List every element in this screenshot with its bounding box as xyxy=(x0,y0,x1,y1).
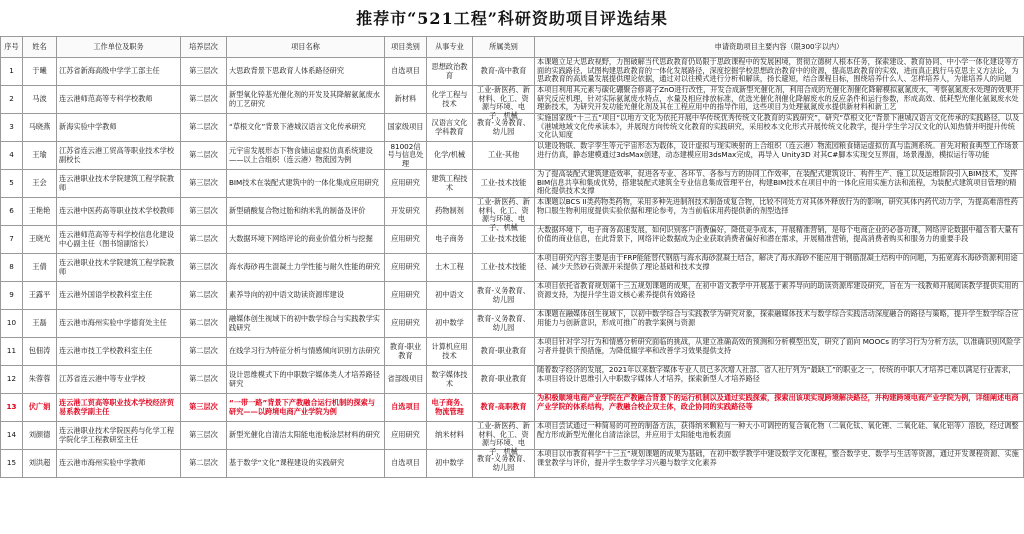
header-name: 姓名 xyxy=(23,37,57,58)
cell-no[interactable] xyxy=(1,114,23,142)
cell-name-text: 王露平 xyxy=(28,290,51,300)
cell-type[interactable] xyxy=(385,450,427,478)
cell-major[interactable] xyxy=(427,254,473,282)
cell-name-text: 包佃涛 xyxy=(28,346,51,356)
cell-name[interactable] xyxy=(23,422,57,450)
cell-category[interactable] xyxy=(473,282,535,310)
cell-type-text: 81002信号与信息处理 xyxy=(387,141,424,168)
cell-name[interactable] xyxy=(23,310,57,338)
cell-no[interactable] xyxy=(1,282,23,310)
cell-content-text: 大数据环境下，电子商务高速发展，如何识别客户消费偏好，降低竞争成本，开展精准营销，是每个电商企业的必备功课，网络评论数据中蕴含着大量有价值的商业信息，在此背景下，网络评论数据成为企业获取消费者偏好和潜在需求，开展精准营销，提高消费者购买和服务力的重要手段 xyxy=(537,225,1019,243)
cell-category[interactable] xyxy=(473,394,535,422)
table-row[interactable] xyxy=(1,58,1024,86)
cell-major[interactable] xyxy=(427,86,473,114)
cell-major[interactable] xyxy=(427,170,473,198)
cell-unit-text: 连云港中医药高等职业技术学校教师 xyxy=(59,206,175,216)
cell-type[interactable] xyxy=(385,394,427,422)
cell-no-text: 11 xyxy=(6,346,17,356)
cell-unit-text: 连云港外国语学校教科室主任 xyxy=(59,290,153,300)
cell-major-text: 初中语文 xyxy=(435,290,464,300)
cell-unit[interactable] xyxy=(57,310,181,338)
cell-content-text: 本课题在融媒体创生视域下，以初中数学综合与实践教学为研究对象，探索融媒体技术与数学综合实践活动深度融合的路径与策略，提升学生数学综合应用能力与创新意识，形成可推广的教学案例与资源 xyxy=(537,309,1019,327)
cell-content[interactable] xyxy=(535,86,1024,114)
cell-type-text: 自选项目 xyxy=(391,458,420,468)
cell-level[interactable] xyxy=(181,198,227,226)
cell-major-text: 化学工程与技术 xyxy=(431,89,468,108)
cell-level[interactable] xyxy=(181,226,227,254)
cell-project-text: 在线学习行为特征分析与情感倾向识别方法研究 xyxy=(229,346,380,356)
cell-project[interactable] xyxy=(227,170,385,198)
cell-project[interactable] xyxy=(227,142,385,170)
cell-no[interactable] xyxy=(1,422,23,450)
cell-level-text: 第二层次 xyxy=(189,374,218,384)
cell-project[interactable] xyxy=(227,254,385,282)
cell-type[interactable] xyxy=(385,282,427,310)
cell-level-text: 第二层次 xyxy=(189,290,218,300)
table-row[interactable] xyxy=(1,310,1024,338)
cell-content[interactable] xyxy=(535,422,1024,450)
cell-category[interactable] xyxy=(473,85,535,120)
cell-major-text: 纳米材料 xyxy=(435,430,464,440)
cell-unit-text: 江苏省连云港工贸高等职业技术学校副校长 xyxy=(59,145,175,164)
cell-unit[interactable] xyxy=(57,338,181,366)
cell-major-text: 电子商务、物流管理 xyxy=(431,397,468,416)
cell-type[interactable] xyxy=(385,310,427,338)
cell-type[interactable] xyxy=(385,142,427,170)
cell-category-text: 教育-职业教育 xyxy=(480,346,527,356)
cell-type-text: 应用研究 xyxy=(391,318,420,328)
table-row[interactable] xyxy=(1,338,1024,366)
cell-major[interactable] xyxy=(427,366,473,394)
cell-level[interactable] xyxy=(181,366,227,394)
cell-content[interactable] xyxy=(535,338,1024,366)
cell-type-text: 开发研究 xyxy=(391,206,420,216)
cell-project-text: BIM技术在装配式建筑中的一体化集成应用研究 xyxy=(229,178,379,188)
cell-content-text: 随着数字经济的发展，2021年以来数字媒体专业人员已多次增人社部、省人社厅列为“最缺工”的职业之一，传统的中职人才培养已难以满足行业需求，本项目将设计思维引入中职数字媒体人才培养，探索新型人才培养路径 xyxy=(537,365,1016,383)
cell-category-text: 工业-新医药、新材料、化工、资源与环境、电子、机械 xyxy=(477,197,530,232)
cell-major-text: 建筑工程技术 xyxy=(431,173,468,192)
cell-category-text: 教育-义务教育、幼儿园 xyxy=(477,117,530,136)
cell-major-text: 初中数学 xyxy=(435,458,464,468)
cell-name-text: 王晓光 xyxy=(28,234,51,244)
cell-project-text: 素养导向的初中语文助读资源库建设 xyxy=(229,290,345,300)
cell-name[interactable] xyxy=(23,86,57,114)
cell-project[interactable] xyxy=(227,198,385,226)
cell-unit-text: 连云港市海州实验中学德育处主任 xyxy=(59,318,167,328)
cell-level[interactable] xyxy=(181,142,227,170)
cell-content[interactable] xyxy=(535,170,1024,198)
cell-type-text: 应用研究 xyxy=(391,430,420,440)
cell-unit-text: 连云港师范高等专科学校信息化建设中心副主任（图书馆副馆长） xyxy=(59,229,175,248)
cell-project-text: 大数据环境下网络评论的商业价值分析与挖掘 xyxy=(229,234,373,244)
cell-category[interactable] xyxy=(473,58,535,86)
cell-project[interactable] xyxy=(227,114,385,142)
cell-major[interactable] xyxy=(427,310,473,338)
cell-category-text: 教育-高职教育 xyxy=(480,402,527,412)
cell-no[interactable] xyxy=(1,58,23,86)
cell-unit[interactable] xyxy=(57,198,181,226)
cell-no-text: 10 xyxy=(6,318,17,328)
cell-project[interactable] xyxy=(227,366,385,394)
cell-level[interactable] xyxy=(181,282,227,310)
cell-category[interactable] xyxy=(473,254,535,282)
cell-type-text: 自选项目 xyxy=(391,66,420,76)
cell-level[interactable] xyxy=(181,422,227,450)
header-no: 序号 xyxy=(1,37,23,58)
cell-project-text: 海水海砂再生混凝土力学性能与耐久性能的研究 xyxy=(229,262,380,272)
cell-major-text: 思想政治教育 xyxy=(431,61,468,80)
cell-no-text: 14 xyxy=(6,430,17,440)
table-header-row xyxy=(1,37,1024,58)
cell-no[interactable] xyxy=(1,170,23,198)
cell-name-text: 王倩 xyxy=(32,262,47,272)
cell-major[interactable] xyxy=(427,142,473,170)
cell-project-text: 大思政背景下思政育人体系路径研究 xyxy=(229,66,345,76)
cell-major-text: 数字媒体技术 xyxy=(431,369,468,388)
cell-type[interactable] xyxy=(385,366,427,394)
cell-project-text: 新型光催化自清洁太阳能电池板涂层材料的研究 xyxy=(229,430,380,440)
cell-project-text: 融媒体创生视域下的初中数学综合与实践教学实践研究 xyxy=(229,313,380,332)
cell-level[interactable] xyxy=(181,58,227,86)
cell-unit[interactable] xyxy=(57,170,181,198)
cell-unit-text: 江苏省新海高级中学学工部主任 xyxy=(59,66,160,76)
cell-name-text: 刘颜德 xyxy=(28,430,51,440)
table-row[interactable] xyxy=(1,422,1024,450)
cell-unit[interactable] xyxy=(57,282,181,310)
cell-name[interactable] xyxy=(23,58,57,86)
header-major: 从事专业 xyxy=(427,37,473,58)
cell-project[interactable] xyxy=(227,422,385,450)
cell-category-text: 教育-高中教育 xyxy=(480,66,527,76)
cell-content-text: 以建设物联、数字孪生等元宇宙形态为载体，设计虚拟与现实映射的上合组织（连云港）物流园粮食储运虚拟仿真与监测系统。首先对粮食典型工作场景进行仿真，静态建模通过3dsMax创建，动态建模应用3dsMax完成，再导入 Unity3D 对其C#脚本实现交互界面，场景漫游，模拟运行等功能 xyxy=(537,141,1019,159)
cell-content-text: 本项目针对学习行为和情感分析研究面临的挑战，从建立准确高效的预测和分析模型出发，研究了面向 MOOCs 的学习行为分析方法，以准确识别风险学习者并提供干预措施，为降低辍学率和改善学习效果提供支持 xyxy=(537,337,1021,355)
cell-no-text: 2 xyxy=(9,94,14,104)
cell-type[interactable] xyxy=(385,58,427,86)
cell-unit-text: 新海实验中学教师 xyxy=(59,122,117,132)
cell-level-text: 第二层次 xyxy=(189,346,218,356)
cell-type-text: 应用研究 xyxy=(391,262,420,272)
cell-project[interactable] xyxy=(227,394,385,422)
cell-category[interactable] xyxy=(473,421,535,456)
cell-project[interactable] xyxy=(227,450,385,478)
cell-no[interactable] xyxy=(1,226,23,254)
cell-name-text: 马波 xyxy=(32,94,47,104)
cell-no-text: 3 xyxy=(9,122,14,132)
table-row[interactable] xyxy=(1,450,1024,478)
cell-level[interactable] xyxy=(181,394,227,422)
cell-unit[interactable] xyxy=(57,114,181,142)
cell-no[interactable] xyxy=(1,450,23,478)
cell-category[interactable] xyxy=(473,114,535,142)
cell-category[interactable] xyxy=(473,338,535,366)
table-row[interactable] xyxy=(1,114,1024,142)
table-row[interactable] xyxy=(1,282,1024,310)
table-row[interactable] xyxy=(1,86,1024,114)
cell-name[interactable] xyxy=(23,142,57,170)
cell-name[interactable] xyxy=(23,450,57,478)
cell-content[interactable] xyxy=(535,114,1024,142)
cell-content-text: 为积极顺境电商产业学院在产教融合背景下的运行机制以及通过实践探索，探索出该项实现跨境解决路径，并构建跨境电商产业学院为例，详细阐述电商产业学院的体系结构，产教融合校企双主体，政企协同的实践路径等 xyxy=(537,393,1019,411)
cell-type-text: 教育-职业教育 xyxy=(389,341,422,360)
cell-major[interactable] xyxy=(427,282,473,310)
cell-name-text: 伏广娟 xyxy=(28,402,51,412)
cell-name[interactable] xyxy=(23,198,57,226)
cell-level-text: 第三层次 xyxy=(189,178,218,188)
cell-unit-text: 连云港工贸高等职业技术学校经济贸易系教学副主任 xyxy=(59,397,175,416)
cell-unit[interactable] xyxy=(57,394,181,422)
cell-type[interactable] xyxy=(385,422,427,450)
cell-major[interactable] xyxy=(427,226,473,254)
cell-no-text: 12 xyxy=(6,374,17,384)
cell-no-text: 15 xyxy=(6,458,17,468)
cell-project-text: “一带一路”背景下产教融合运行机制的探索与研究——以跨境电商产业学院为例 xyxy=(229,397,376,416)
cell-name[interactable] xyxy=(23,338,57,366)
cell-major-text: 初中数学 xyxy=(435,318,464,328)
cell-level[interactable] xyxy=(181,114,227,142)
header-level: 培养层次 xyxy=(181,37,227,58)
cell-content-text: 为了提高装配式建筑建造效率，促进各专业、各环节、各参与方的协同工作效率，在装配式建筑设计、构件生产、施工以及运维阶段引入BIM技术，发挥BIM信息共享和集成优势，搭建装配式建筑全专业信息集成管理平台，构建BIM技术在项目中的一体化应用实施方法和流程，为装配式建筑项目管理的精细化提供技术支撑 xyxy=(537,169,1018,196)
cell-type[interactable] xyxy=(385,338,427,366)
cell-no[interactable] xyxy=(1,142,23,170)
cell-unit[interactable] xyxy=(57,422,181,450)
cell-type[interactable] xyxy=(385,170,427,198)
header-type: 项目类别 xyxy=(385,37,427,58)
cell-name-text: 王艳艳 xyxy=(28,206,51,216)
cell-content-text: 本课题立足大思政视野，力图破解当代思政教育仍局限于思政课程中的发展困境，贯彻立德树人根本任务，探索建设、教育协同、中小学一体化建设等方面的实践路径，试图构建思政教育的一体化发展路径，深度挖掘学校思想政治教育中的资源，提高思政教育的实效，进而真正践行马克思主义方法论，为思政教育的高质量发展提供理论依据，通过对以往模式进行分析和解读，扬长避短，结合课程目标，围绕培养什么人、怎样培养人，为谁培养人的问题 xyxy=(537,57,1019,84)
cell-category-text: 教育-义务教育、幼儿园 xyxy=(477,285,530,304)
cell-level-text: 第三层次 xyxy=(189,262,218,272)
cell-content-text: 本项目利用其元素与碳化硼聚合修离子ZnO进行改性，开发合成新型光催化剂，利用合成的光催化剂催化降解模拟氨氮废水，考察氨氮废水处理的效果并研究反应机理，针对实际氨氮废水特点，水量及相应排放标准，优选光催化剂催化降解废水的反应条件和运行参数，形成高效、低耗型光催化氨氮废水处理新技术，为研究开发功能光催化剂及其在工程应用中的指导作用，这些项目为处理氨氮废水提供新材料和新工艺 xyxy=(537,85,1020,112)
cell-unit-text: 连云港师范高等专科学校教师 xyxy=(59,94,153,104)
cell-name[interactable] xyxy=(23,226,57,254)
cell-type[interactable] xyxy=(385,86,427,114)
cell-no-text: 4 xyxy=(9,150,14,160)
table-row[interactable] xyxy=(1,170,1024,198)
cell-unit[interactable] xyxy=(57,450,181,478)
cell-content[interactable] xyxy=(535,282,1024,310)
cell-content[interactable] xyxy=(535,142,1024,170)
cell-project-text: 基于数学“文化”课程建设的实践研究 xyxy=(229,458,345,468)
cell-category[interactable] xyxy=(473,310,535,338)
cell-name[interactable] xyxy=(23,114,57,142)
cell-content-text: 本项目研究内容主要是由于FRP能能替代钢筋与海水海砂混凝土结合，解决了海水海砂不能应用于钢筋混凝土结构中的问题，为拓宽海水海砂资源利用途径、减少天然砂石资源开采提供了理论基础和技术支撑 xyxy=(537,253,1018,271)
cell-project[interactable] xyxy=(227,282,385,310)
cell-unit-text: 连云港职业技术学院建筑工程学院教师 xyxy=(59,173,175,192)
cell-name[interactable] xyxy=(23,366,57,394)
cell-unit[interactable] xyxy=(57,254,181,282)
cell-category-text: 工业-新医药、新材料、化工、资源与环境、电子、机械 xyxy=(477,421,530,456)
cell-category-text: 教育-义务教育、幼儿园 xyxy=(477,453,530,472)
cell-name-text: 于曦 xyxy=(32,66,47,76)
cell-name[interactable] xyxy=(23,394,57,422)
cell-level-text: 第三层次 xyxy=(189,66,218,76)
cell-major-text: 药物制剂 xyxy=(435,206,464,216)
cell-name[interactable] xyxy=(23,282,57,310)
cell-type-text: 应用研究 xyxy=(391,290,420,300)
cell-unit[interactable] xyxy=(57,142,181,170)
cell-category-text: 工业-新医药、新材料、化工、资源与环境、电子、机械 xyxy=(477,85,530,120)
cell-major-text: 汉语言文化学科教育 xyxy=(431,117,468,136)
header-project: 项目名称 xyxy=(227,37,385,58)
table-row[interactable] xyxy=(1,394,1024,422)
cell-content-text: 本项目依托省教育规划第十三五规划课题的成果，在初中语文教学中开展基于素养导向的助读资源库建设研究，旨在为一线教师开展阅读教学提供实用的资源支持，为提升学生语文核心素养提供有效路径 xyxy=(537,281,1019,299)
cell-no-text: 1 xyxy=(9,66,14,76)
cell-project-text: “草根文化”背景下港城汉语言文化传承研究 xyxy=(229,122,366,132)
cell-level[interactable] xyxy=(181,170,227,198)
cell-category-text: 教育-义务教育、幼儿园 xyxy=(477,313,530,332)
cell-project-text: 设计思维模式下的中职数字媒体类人才培养路径研究 xyxy=(229,369,380,388)
cell-unit[interactable] xyxy=(57,86,181,114)
cell-category-text: 工业-技术技能 xyxy=(480,234,527,244)
cell-level-text: 第三层次 xyxy=(189,402,218,412)
cell-unit-text: 连云港市技工学校教科室主任 xyxy=(59,346,153,356)
page-title: 推荐市“521工程”科研资助项目评选结果 xyxy=(356,9,668,28)
cell-unit[interactable] xyxy=(57,366,181,394)
cell-level[interactable] xyxy=(181,86,227,114)
cell-type-text: 应用研究 xyxy=(391,178,420,188)
cell-major[interactable] xyxy=(427,198,473,226)
cell-category-text: 工业-其他 xyxy=(487,150,520,160)
table-row[interactable] xyxy=(1,254,1024,282)
cell-type-text: 应用研究 xyxy=(391,234,420,244)
cell-type-text: 自选项目 xyxy=(391,402,420,412)
cell-level[interactable] xyxy=(181,310,227,338)
cell-category[interactable] xyxy=(473,170,535,198)
cell-level-text: 第三层次 xyxy=(189,206,218,216)
cell-content[interactable] xyxy=(535,198,1024,226)
cell-major-text: 电子商务 xyxy=(435,234,464,244)
cell-category[interactable] xyxy=(473,142,535,170)
cell-no-text: 8 xyxy=(9,262,14,272)
cell-category[interactable] xyxy=(473,366,535,394)
cell-level[interactable] xyxy=(181,254,227,282)
cell-project[interactable] xyxy=(227,310,385,338)
cell-unit-text: 连云港职业技术学院建筑工程学院教师 xyxy=(59,257,175,276)
cell-no[interactable] xyxy=(1,394,23,422)
cell-name-text: 马晓燕 xyxy=(28,122,51,132)
cell-level[interactable] xyxy=(181,450,227,478)
cell-unit[interactable] xyxy=(57,226,181,254)
cell-level-text: 第二层次 xyxy=(189,122,218,132)
cell-major-text: 化学/机械 xyxy=(433,150,466,160)
cell-unit-text: 连云港市海州实验中学教师 xyxy=(59,458,146,468)
cell-type[interactable] xyxy=(385,226,427,254)
results-table xyxy=(0,36,1024,478)
cell-content[interactable] xyxy=(535,58,1024,86)
table-row[interactable] xyxy=(1,366,1024,394)
cell-no-text: 5 xyxy=(9,178,14,188)
cell-project[interactable] xyxy=(227,226,385,254)
cell-category[interactable] xyxy=(473,197,535,232)
cell-name-text: 刘洪超 xyxy=(28,458,51,468)
cell-major[interactable] xyxy=(427,422,473,450)
cell-unit-text: 江苏省连云港中等专业学校 xyxy=(59,374,146,384)
cell-level-text: 第二层次 xyxy=(189,458,218,468)
cell-category-text: 工业-技术技能 xyxy=(480,178,527,188)
cell-content-text: 本项目以市教育科学“十三五”规划课题的成果为基础，在初中数学教学中建设数学文化课程，整合数学史、数学与生活等资源，通过开发课程资源、实施课堂教学与评价，提升学生数学学习兴趣与数学文化素养 xyxy=(537,449,1019,467)
cell-no[interactable] xyxy=(1,254,23,282)
cell-content-text: 实施国家级“十三五”项目“以地方文化为依托开展中华传统优秀传统文化教育的实践研究”，研究“草根文化”背景下港城汉语言文化传承的实践路径，以及《港城地域文化传承读本》，并展现方向传统文化教育的实践研究，采用校本文化形式开展传统文化教学，提升学生学习汉文化的认知热情并明提升传统文化认知度 xyxy=(537,113,1020,140)
cell-type-text: 新材料 xyxy=(394,94,417,104)
cell-unit-text: 连云港职业技术学院医药与化学工程学院化学工程教研室主任 xyxy=(59,425,175,444)
cell-level-text: 第三层次 xyxy=(189,430,218,440)
cell-project-text: 元宇宙发展形态下物食储运虚拟仿真系统建设——以上合组织（连云港）物流园为例 xyxy=(229,145,373,164)
cell-project[interactable] xyxy=(227,86,385,114)
cell-name[interactable] xyxy=(23,254,57,282)
cell-no[interactable] xyxy=(1,198,23,226)
cell-category-text: 教育-职业教育 xyxy=(480,374,527,384)
cell-project[interactable] xyxy=(227,338,385,366)
cell-type-text: 省部级项目 xyxy=(387,374,424,384)
cell-major[interactable] xyxy=(427,338,473,366)
cell-major[interactable] xyxy=(427,58,473,86)
cell-no-text: 13 xyxy=(6,402,17,412)
cell-level-text: 第二层次 xyxy=(189,94,218,104)
cell-content[interactable] xyxy=(535,366,1024,394)
header-category: 所属类别 xyxy=(473,37,535,58)
cell-type[interactable] xyxy=(385,114,427,142)
cell-unit[interactable] xyxy=(57,58,181,86)
cell-major[interactable] xyxy=(427,114,473,142)
cell-content[interactable] xyxy=(535,310,1024,338)
cell-category[interactable] xyxy=(473,450,535,478)
table-row[interactable] xyxy=(1,142,1024,170)
cell-no[interactable] xyxy=(1,310,23,338)
cell-content-text: 本课题以BCS II类药物类药物，采用多种先进制剂技术制备成复合物，比较不同处方对其体外释放行为的影响，研究其体内药代动力学，为提高难溶性药物口服生物利用度提供实验依据和理论参考，为当前临床用药提供新的剂型选择 xyxy=(537,197,1018,215)
cell-content[interactable] xyxy=(535,394,1024,422)
cell-type[interactable] xyxy=(385,254,427,282)
cell-project-text: 新型氧化锌基光催化剂的开发及其降解氨氮废水的工艺研究 xyxy=(229,89,380,108)
cell-type[interactable] xyxy=(385,198,427,226)
cell-no-text: 9 xyxy=(9,290,14,300)
cell-level-text: 第二层次 xyxy=(189,234,218,244)
cell-project[interactable] xyxy=(227,58,385,86)
cell-category-text: 工业-技术技能 xyxy=(480,262,527,272)
cell-name[interactable] xyxy=(23,170,57,198)
header-content: 申请资助项目主要内容（限300字以内） xyxy=(535,37,1024,58)
cell-level-text: 第二层次 xyxy=(189,150,218,160)
cell-content-text: 本项目尝试通过一种简易的可控的制备方法，获得纳米颗粒与一种大小可调控的复合氧化物（二氧化钛、氧化锂、二氧化硅、氧化铝等）溶胶，经过调整配方形成新型光催化自清洁涂层，并应用于太阳能电池板表面 xyxy=(537,421,1019,439)
cell-no-text: 6 xyxy=(9,206,14,216)
cell-no-text: 7 xyxy=(9,234,14,244)
cell-content[interactable] xyxy=(535,254,1024,282)
cell-content[interactable] xyxy=(535,450,1024,478)
table-row[interactable] xyxy=(1,198,1024,226)
cell-name-text: 王会 xyxy=(32,178,47,188)
cell-major[interactable] xyxy=(427,450,473,478)
cell-no[interactable] xyxy=(1,338,23,366)
cell-level[interactable] xyxy=(181,338,227,366)
cell-name-text: 王磊 xyxy=(32,318,47,328)
cell-name-text: 朱蓉蓉 xyxy=(28,374,51,384)
cell-content[interactable] xyxy=(535,226,1024,254)
cell-type-text: 国家级项目 xyxy=(387,122,424,132)
cell-no[interactable] xyxy=(1,366,23,394)
cell-major-text: 土木工程 xyxy=(435,262,464,272)
cell-major-text: 计算机应用技术 xyxy=(431,341,468,360)
cell-level-text: 第二层次 xyxy=(189,318,218,328)
cell-no[interactable] xyxy=(1,86,23,114)
cell-project-text: 新型硝酸复合物过胎和纳米乳的制备及评价 xyxy=(229,206,366,216)
cell-major[interactable] xyxy=(427,394,473,422)
header-unit: 工作单位及职务 xyxy=(57,37,181,58)
cell-name-text: 王瑜 xyxy=(32,150,47,160)
